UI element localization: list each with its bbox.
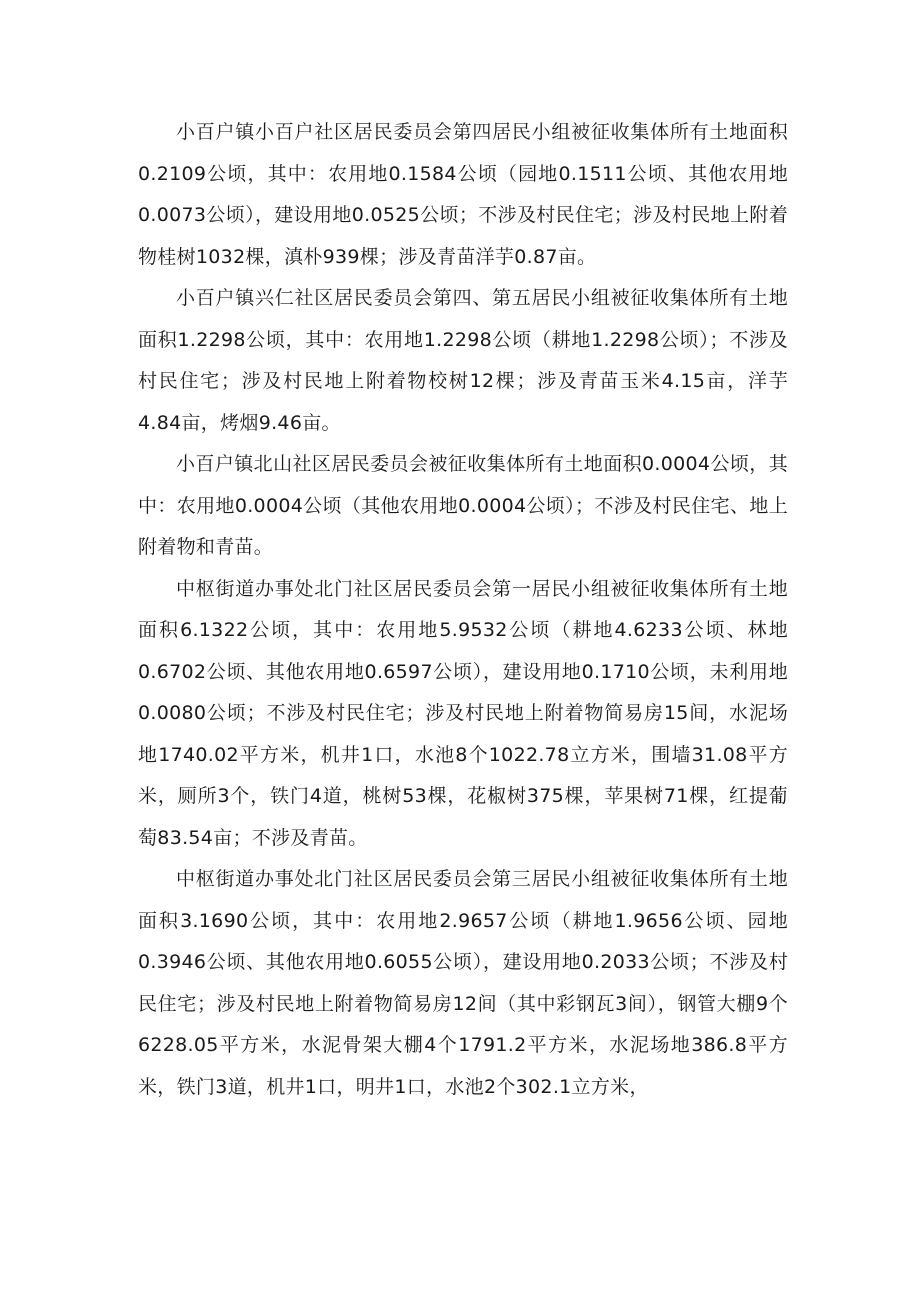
document-body	[138, 112, 788, 1108]
paragraph-beishan: 小百户镇北山社区居民委员会被征收集体所有土地面积0.0004公顷，其中：农用地0.0004公顷（其他农用地0.0004公顷）；不涉及村民住宅、地上附着物和青苗。	[138, 453, 788, 558]
paragraph-xingren-groups4-5: 小百户镇兴仁社区居民委员会第四、第五居民小组被征收集体所有土地面积1.2298公顷，其中：农用地1.2298公顷（耕地1.2298公顷）；不涉及村民住宅；涉及村民地上附着物校树12棵；涉及青苗玉米4.15亩，洋芋4.84亩，烤烟9.46亩。	[138, 287, 788, 434]
paragraph-xiaobaihu-group4: 小百户镇小百户社区居民委员会第四居民小组被征收集体所有土地面积0.2109公顷，其中：农用地0.1584公顷（园地0.1511公顷、其他农用地0.0073公顷），建设用地0.0525公顷；不涉及村民住宅；涉及村民地上附着物桂树1032棵，滇朴939棵；涉及青苗洋芋0.87亩。	[138, 121, 788, 268]
paragraph-beimen-group1: 中枢街道办事处北门社区居民委员会第一居民小组被征收集体所有土地面积6.1322公顷，其中：农用地5.9532公顷（耕地4.6233公顷、林地0.6702公顷、其他农用地0.6597公顷），建设用地0.1710公顷，未利用地0.0080公顷；不涉及村民住宅；涉及村民地上附着物简易房15间，水泥场地1740.02平方米，机井1口，水池8个1022.78立方米，围墙31.08平方米，厕所3个，铁门4道，桃树53棵，花椒树375棵，苹果树71棵，红提葡萄83.54亩；不涉及青苗。	[138, 577, 788, 849]
paragraph-beimen-group3: 中枢街道办事处北门社区居民委员会第三居民小组被征收集体所有土地面积3.1690公顷，其中：农用地2.9657公顷（耕地1.9656公顷、园地0.3946公顷、其他农用地0.6055公顷），建设用地0.2033公顷；不涉及村民住宅；涉及村民地上附着物简易房12间（其中彩钢瓦3间），钢管大棚9个6228.05平方米，水泥骨架大棚4个1791.2平方米，水泥场地386.8平方米，铁门3道，机井1口，明井1口，水池2个302.1立方米，	[138, 868, 788, 1098]
